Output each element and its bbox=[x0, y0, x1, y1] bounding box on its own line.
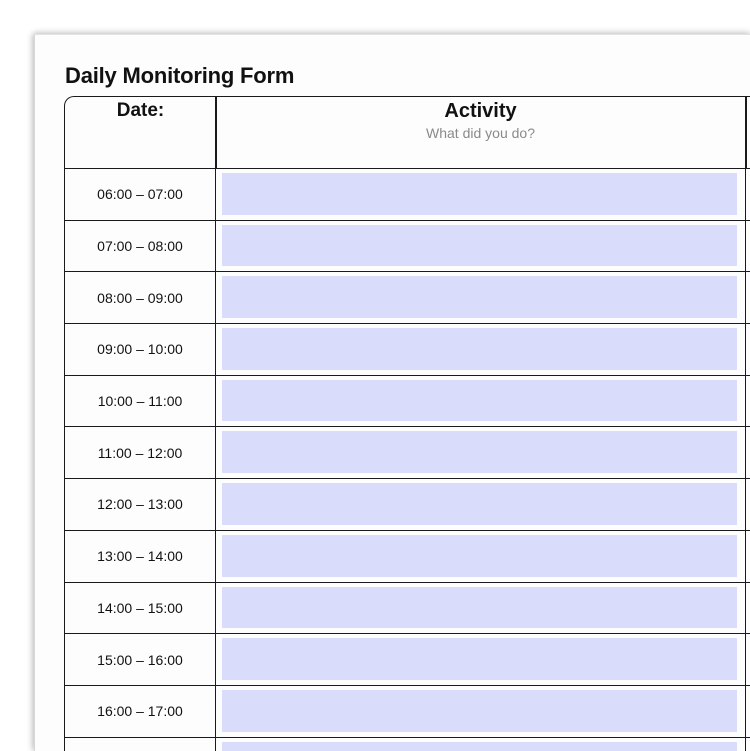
table-row bbox=[64, 168, 750, 220]
next-column-cell bbox=[745, 376, 750, 427]
activity-input[interactable] bbox=[222, 173, 737, 215]
activity-cell bbox=[215, 634, 745, 685]
activity-header-hint: What did you do? bbox=[426, 125, 535, 141]
next-column-cell bbox=[745, 324, 750, 375]
activity-cell bbox=[215, 686, 745, 737]
activity-header-title: Activity bbox=[444, 100, 517, 122]
activity-input[interactable] bbox=[222, 225, 737, 267]
table-row bbox=[64, 633, 750, 685]
table-row bbox=[64, 478, 750, 530]
activity-input[interactable] bbox=[222, 483, 737, 525]
time-slot-label: 11:00 – 12:00 bbox=[64, 427, 215, 478]
table-row bbox=[64, 375, 750, 427]
next-column-cell bbox=[745, 169, 750, 220]
next-column-cell bbox=[745, 531, 750, 582]
activity-input[interactable] bbox=[222, 431, 737, 473]
activity-cell bbox=[215, 324, 745, 375]
activity-input[interactable] bbox=[222, 587, 737, 629]
next-column-cell bbox=[745, 221, 750, 272]
activity-cell bbox=[215, 272, 745, 323]
time-slot-label bbox=[64, 738, 215, 751]
form-sheet bbox=[34, 34, 750, 751]
activity-input[interactable] bbox=[222, 328, 737, 370]
time-slot-label: 07:00 – 08:00 bbox=[64, 221, 215, 272]
activity-cell bbox=[215, 221, 745, 272]
time-slot-rows bbox=[64, 168, 750, 751]
next-column-cell bbox=[745, 686, 750, 737]
header-divider-right bbox=[745, 96, 747, 168]
table-row bbox=[64, 271, 750, 323]
time-slot-label: 12:00 – 13:00 bbox=[64, 479, 215, 530]
activity-input[interactable] bbox=[222, 690, 737, 732]
time-slot-label: 09:00 – 10:00 bbox=[64, 324, 215, 375]
activity-cell bbox=[215, 479, 745, 530]
table-header bbox=[64, 96, 750, 168]
activity-header bbox=[216, 97, 745, 169]
table-row bbox=[64, 323, 750, 375]
activity-cell bbox=[215, 169, 745, 220]
table-row bbox=[64, 582, 750, 634]
form-title: Daily Monitoring Form bbox=[65, 63, 295, 88]
activity-cell bbox=[215, 738, 745, 751]
activity-input[interactable] bbox=[222, 535, 737, 577]
next-column-cell bbox=[745, 427, 750, 478]
table-row bbox=[64, 220, 750, 272]
time-slot-label: 13:00 – 14:00 bbox=[64, 531, 215, 582]
table-row bbox=[64, 426, 750, 478]
time-slot-label: 06:00 – 07:00 bbox=[64, 169, 215, 220]
next-column-cell bbox=[745, 738, 750, 751]
activity-cell bbox=[215, 531, 745, 582]
header-divider-left bbox=[215, 96, 217, 168]
activity-cell bbox=[215, 583, 745, 634]
date-header: Date: bbox=[116, 100, 165, 121]
next-column-cell bbox=[745, 583, 750, 634]
time-slot-label: 08:00 – 09:00 bbox=[64, 272, 215, 323]
activity-input[interactable] bbox=[222, 380, 737, 422]
table-row bbox=[64, 685, 750, 737]
next-column-cell bbox=[745, 479, 750, 530]
time-slot-label: 15:00 – 16:00 bbox=[64, 634, 215, 685]
time-slot-label: 10:00 – 11:00 bbox=[64, 376, 215, 427]
next-column-cell bbox=[745, 272, 750, 323]
table-row bbox=[64, 530, 750, 582]
next-column-cell bbox=[745, 634, 750, 685]
activity-cell bbox=[215, 427, 745, 478]
time-slot-label: 16:00 – 17:00 bbox=[64, 686, 215, 737]
monitoring-table bbox=[64, 96, 750, 751]
activity-input[interactable] bbox=[222, 276, 737, 318]
table-row bbox=[64, 737, 750, 751]
activity-cell bbox=[215, 376, 745, 427]
activity-input[interactable] bbox=[222, 638, 737, 680]
time-slot-label: 14:00 – 15:00 bbox=[64, 583, 215, 634]
